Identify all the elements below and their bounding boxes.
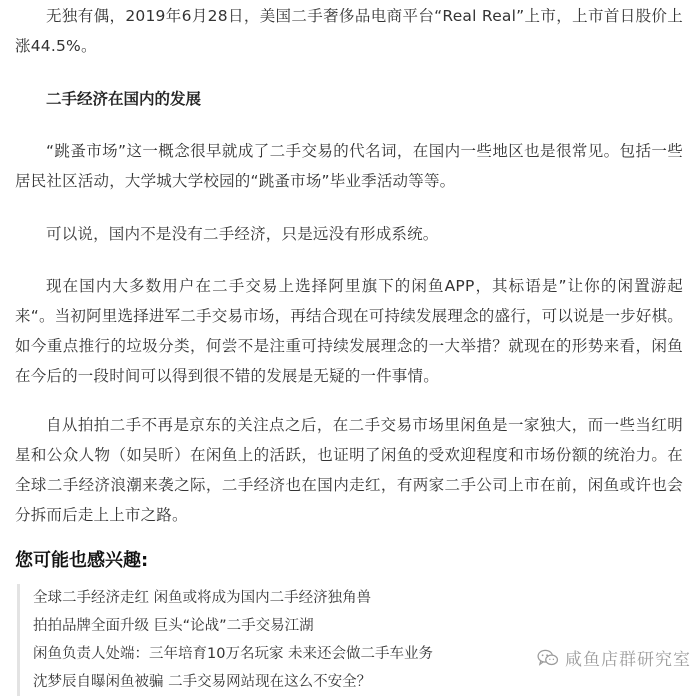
related-link[interactable]: 全球二手经济走红 闲鱼或将成为国内二手经济独角兽 — [33, 590, 372, 606]
paragraph-no-system: 可以说，国内不是没有二手经济，只是远没有形成系统。 — [46, 225, 439, 243]
related-link[interactable]: 闲鱼负责人处端：三年培育10万名玩家 未来还会做二手车业务 — [33, 646, 434, 662]
paragraph-xianyu-dominance: 自从拍拍二手不再是京东的关注点之后，在二手交易市场里闲鱼是一家独大，而一些当红明星和公众人物（如吴昕）在闲鱼上的活跃，也证明了闲鱼的受欢迎程度和市场份额的统治力。在全球二手经济浪潮来袭之际，二手经济也在国内走红，有两家二手公司上市在前，闲鱼或许也会分拆而后走上上市之路。 — [15, 416, 683, 524]
watermark-text: 咸鱼店群研究室 — [565, 650, 691, 670]
paragraph-xianyu-app: 现在国内大多数用户在二手交易上选择阿里旗下的闲鱼APP，其标语是”让你的闲置游起来“。当初阿里选择进军二手交易市场，再结合现在可持续发展理念的盛行，可以说是一步好棋。如今重点推行的垃圾分类，何尝不是注重可持续发展理念的一大举措？就现在的形势来看，闲鱼在今后的一段时间可以得到很不错的发展是无疑的一件事情。 — [15, 277, 683, 385]
paragraph-realreal-ipo: 无独有偶，2019年6月28日，美国二手奢侈品电商平台“Real Real”上市，上市首日股价上涨44.5%。 — [15, 7, 683, 55]
watermark — [537, 645, 691, 670]
related-link[interactable]: 拍拍品牌全面升级 巨头“论战”二手交易江湖 — [33, 618, 314, 634]
related-link[interactable]: 沈梦辰自曝闲鱼被骗 二手交易网站现在这么不安全？ — [33, 674, 372, 690]
section-subheading: 二手经济在国内的发展 — [46, 90, 202, 108]
paragraph-flea-market: “跳蚤市场”这一概念很早就成了二手交易的代名词，在国内一些地区也是很常见。包括一些居民社区活动，大学城大学校园的“跳蚤市场”毕业季活动等等。 — [15, 142, 683, 190]
related-articles-title: 您可能也感兴趣: — [15, 550, 149, 571]
wechat-icon — [537, 649, 559, 667]
related-articles-list — [17, 584, 433, 696]
